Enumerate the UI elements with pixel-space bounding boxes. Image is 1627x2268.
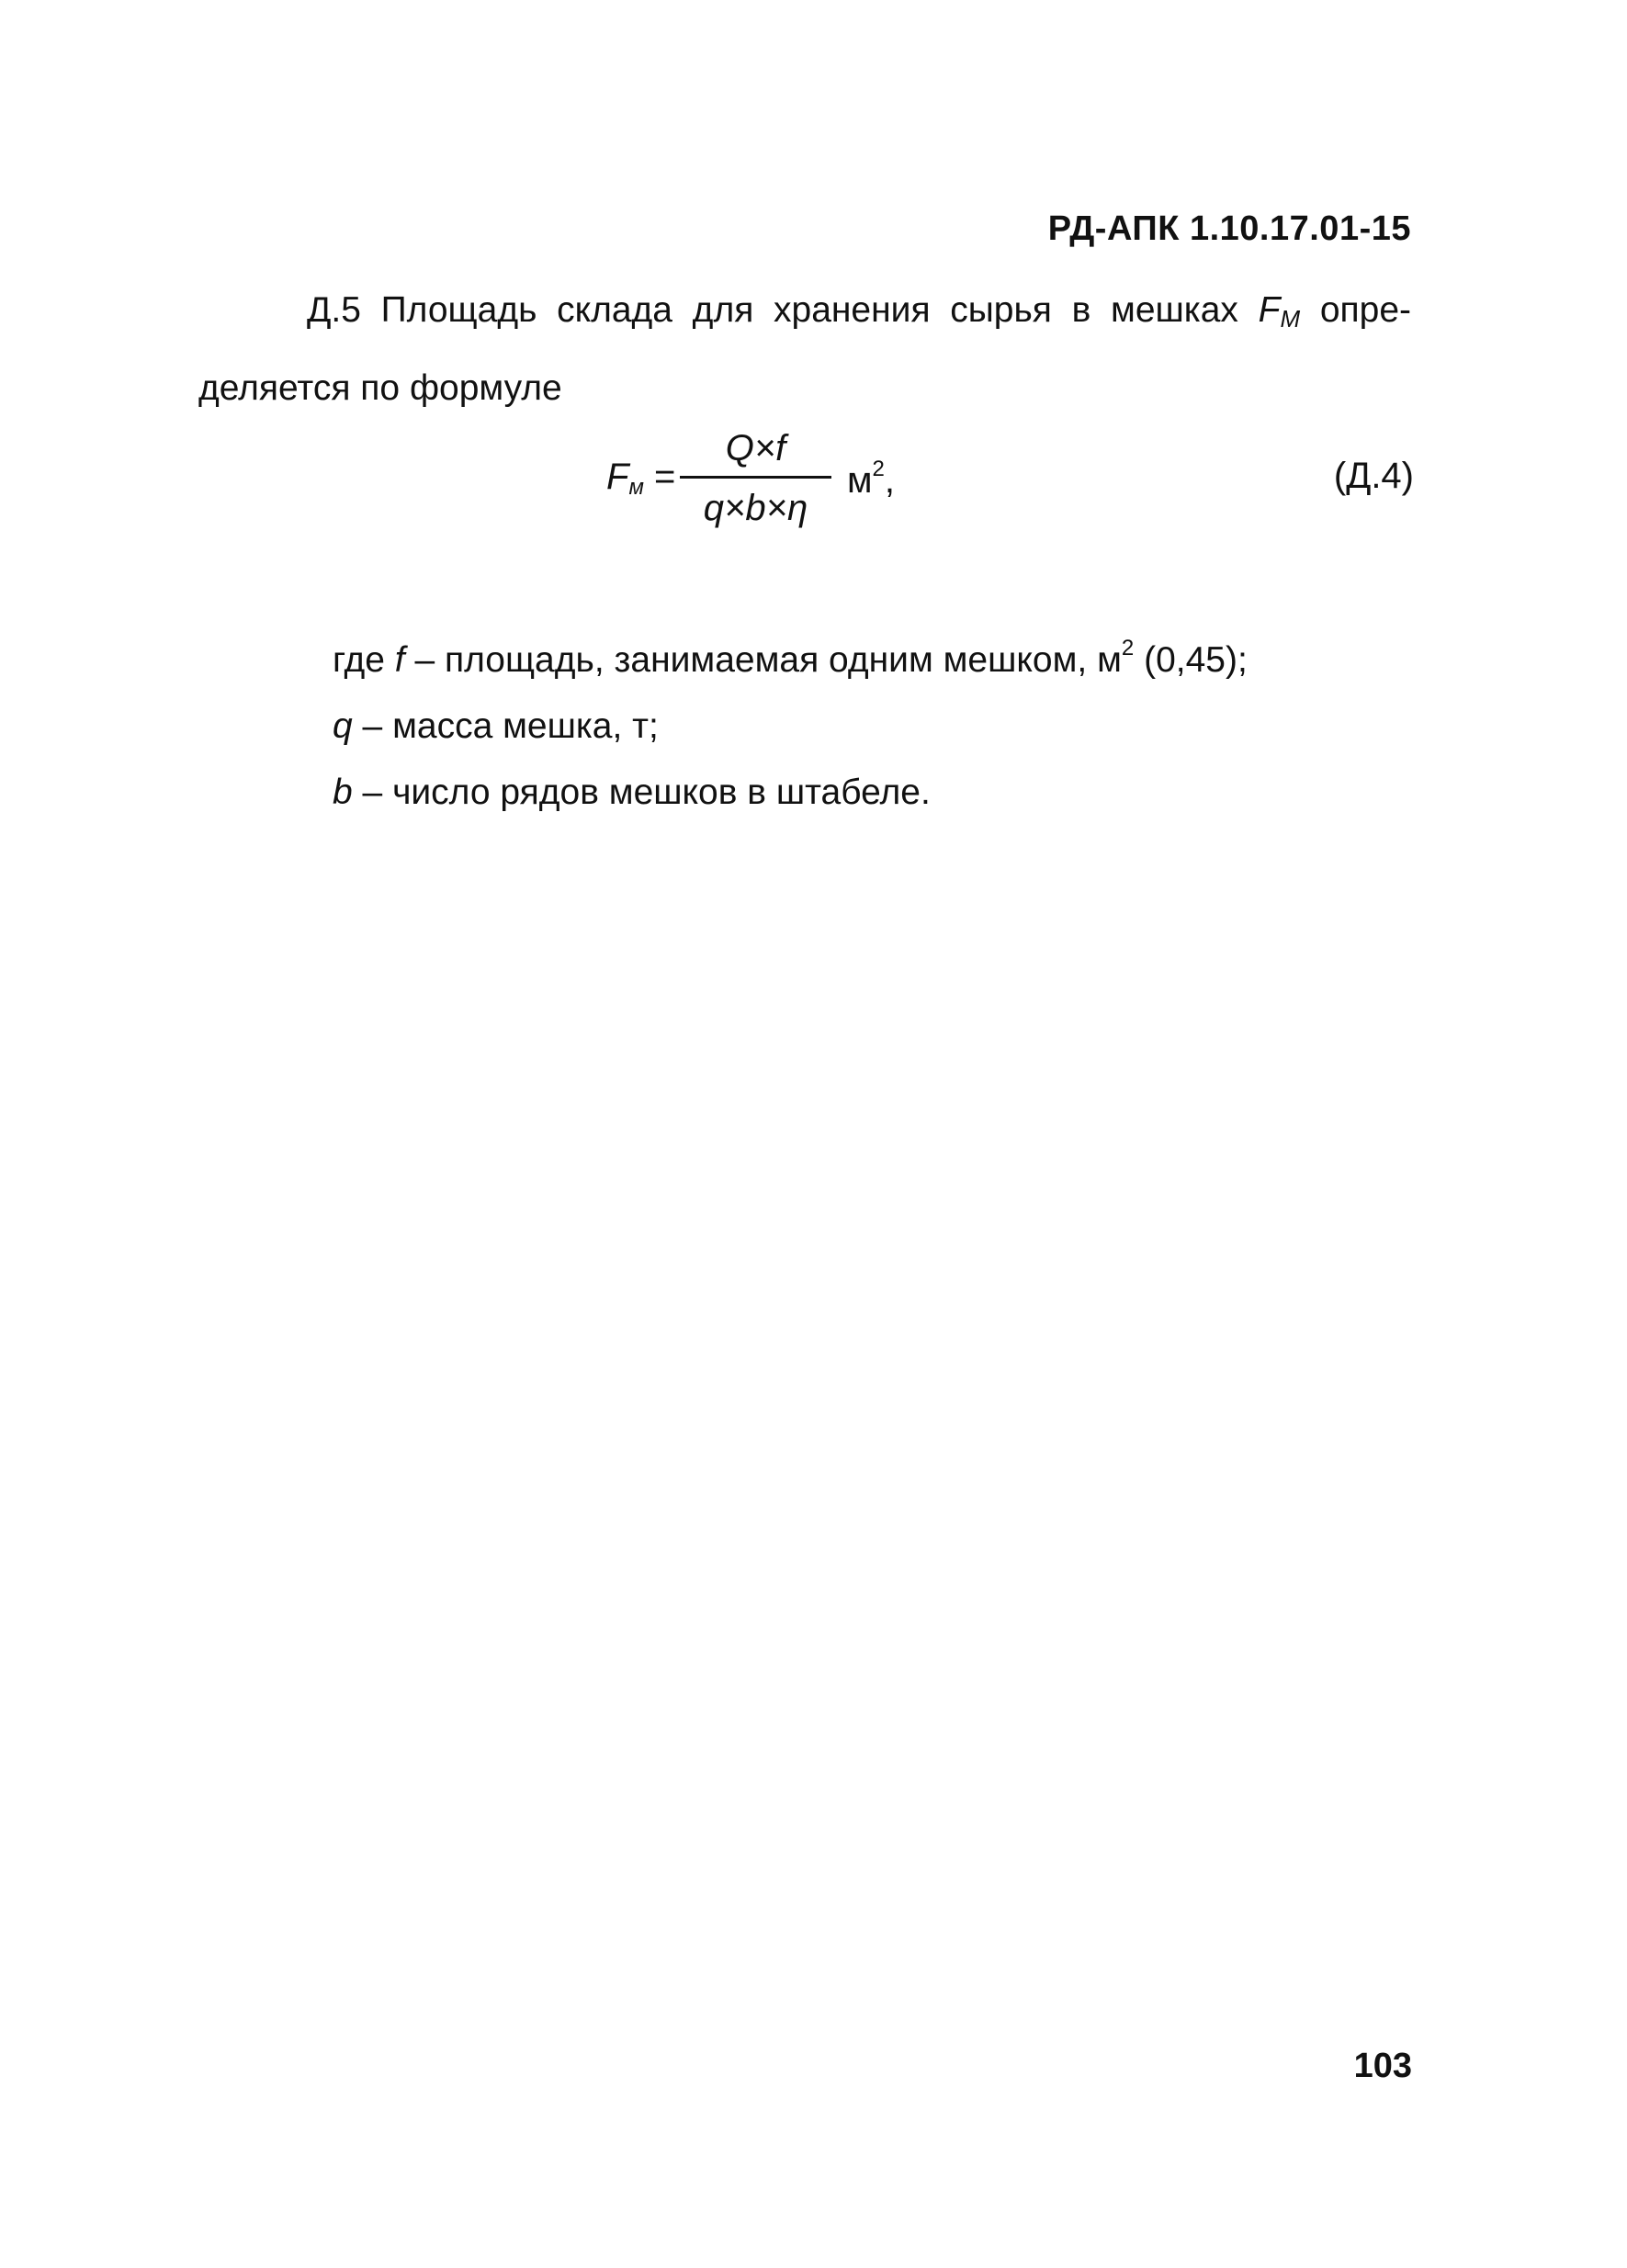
paragraph-text: Д.5 Площадь склада для хранения сырья в мешках (307, 290, 1259, 330)
document-code: РД-АПК 1.10.17.01-15 (1047, 209, 1411, 248)
fraction-bar (680, 476, 831, 479)
paragraph-tail: опре- (1300, 290, 1411, 330)
paragraph-d5 (198, 276, 1411, 423)
formula-d4 (606, 424, 919, 535)
definitions-list (333, 615, 1248, 826)
symbol-f: F (1258, 290, 1281, 330)
formula-equals: = (654, 457, 676, 497)
formula-lhs-subscript: м (628, 475, 644, 500)
formula-fraction (680, 424, 831, 530)
equation-number: (Д.4) (1333, 456, 1414, 496)
definition-item: b – число рядов мешков в штабеле. (333, 773, 931, 812)
paragraph-line-2: деляется по формуле (198, 368, 562, 408)
formula-numerator: Q×f (725, 428, 786, 468)
definition-item: q – масса мешка, т; (333, 706, 659, 746)
definition-symbol: b (333, 773, 353, 812)
formula-lhs: $F_м$ (606, 457, 644, 500)
formula-unit-superscript: 2 (872, 457, 885, 481)
paragraph-line-1 (198, 276, 1411, 354)
formula-unit: $м^2$, (847, 457, 895, 501)
definition-symbol: q (333, 706, 353, 746)
definition-symbol: f (394, 640, 405, 680)
definition-item: где f – площадь, занимаемая одним мешком, $м^2$ (0,45); (333, 636, 1248, 680)
symbol-subscript: М (1280, 305, 1301, 333)
page-number: 103 (1353, 2047, 1412, 2085)
definition-superscript: 2 (1121, 636, 1135, 660)
formula-denominator: q×b×η (703, 488, 808, 528)
